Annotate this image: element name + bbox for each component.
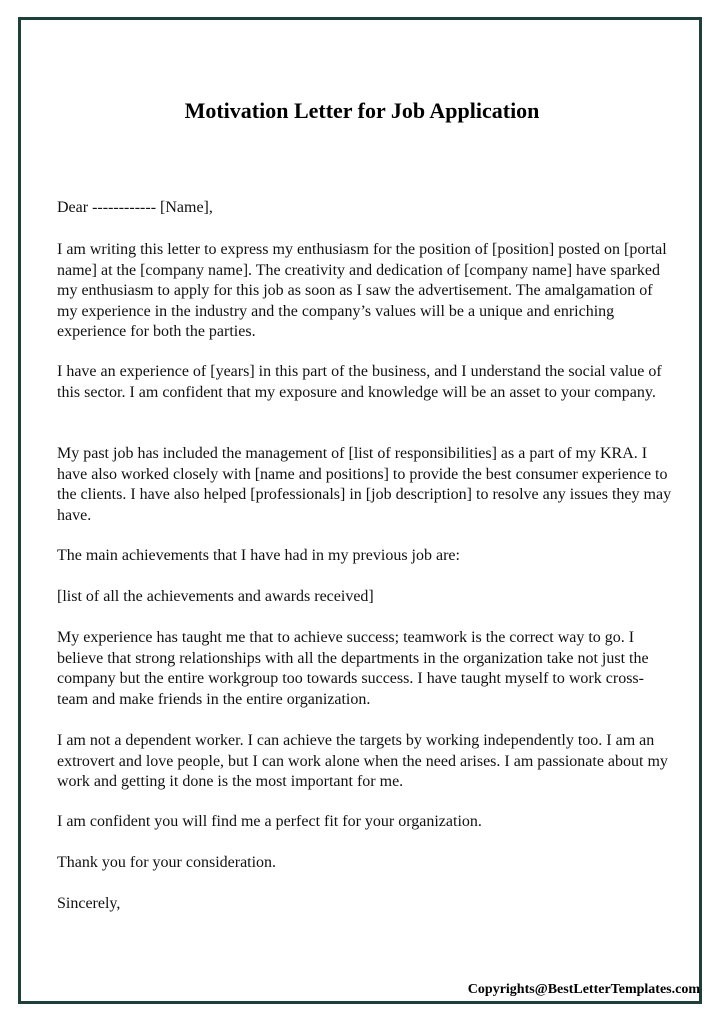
paragraph-fit: I am confident you will find me a perfect fit for your organization.	[57, 813, 482, 830]
salutation: Dear ------------ [Name],	[57, 199, 213, 216]
paragraph-achievements-intro: The main achievements that I have had in my previous job are:	[57, 547, 460, 564]
paragraph-achievements-list: [list of all the achievements and awards received]	[57, 588, 374, 605]
paragraph-experience: I have an experience of [years] in this part of the business, and I understand the social value of this sector. I am confident that my exposure and knowledge will be an asset to your company.	[57, 363, 662, 401]
paragraph-thanks: Thank you for your consideration.	[57, 854, 277, 871]
document-title: Motivation Letter for Job Application	[184, 98, 540, 123]
paragraph-work-style: I am not a dependent worker. I can achieve the targets by working independently too. I am an extrovert and love people, but I can work alone when the need arises. I am passionate about my work and getting it done is the most important for me.	[57, 732, 668, 790]
paragraph-teamwork: My experience has taught me that to achieve success; teamwork is the correct way to go. I believe that strong relationships with all the departments in the organization take not just the company but the entire workgroup too towards success. I have taught myself to work cross-team and make friends in the entire organization.	[57, 629, 649, 708]
paragraph-past-job: My past job has included the management of [list of responsibilities] as a part of my KRA. I have also worked closely with [name and positions] to provide the best consumer experience to the clients. I have also helped [professionals] in [job description] to resolve any issues they may have.	[57, 445, 672, 524]
copyright-notice: Copyrights@BestLetterTemplates.com	[467, 982, 700, 997]
paragraph-intro: I am writing this letter to express my enthusiasm for the position of [position] posted on [portal name] at the [company name]. The creativity and dedication of [company name] have sparked my enthusiasm to apply for this job as soon as I saw the advertisement. The amalgamation of my experience in the industry and the company’s values will be a unique and enriching experience for both the parties.	[57, 241, 667, 340]
closing: Sincerely,	[57, 895, 121, 912]
